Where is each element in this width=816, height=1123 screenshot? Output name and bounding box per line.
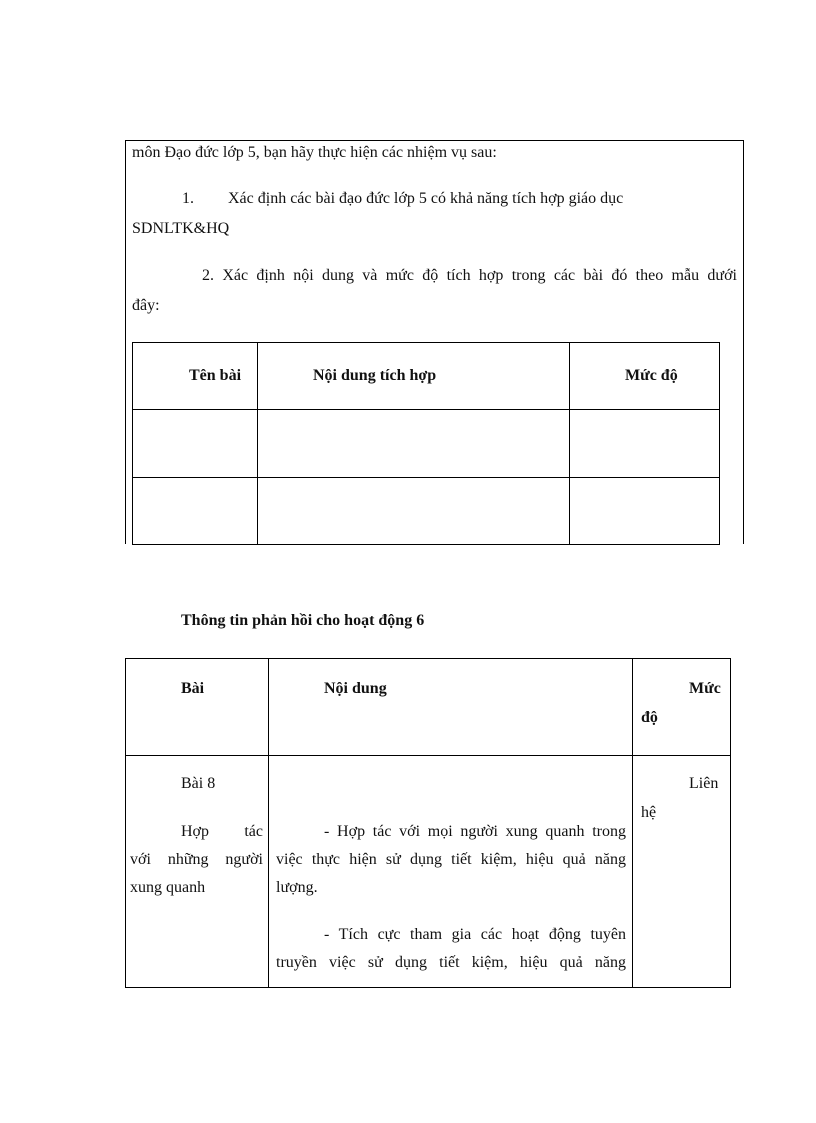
header-cell-ten-bai <box>133 343 258 410</box>
table-cell <box>133 410 258 477</box>
bai-title-line2: với những người <box>130 851 263 868</box>
table-row <box>126 756 731 988</box>
feedback-header-row <box>126 659 731 756</box>
intro-line: môn Đạo đức lớp 5, bạn hãy thực hiện các nhiệm vụ sau: <box>132 144 497 161</box>
table-cell <box>570 410 720 477</box>
bai-number: Bài 8 <box>181 775 216 792</box>
header-bai: Bài <box>181 680 205 697</box>
header-noi-dung-tich-hop: Nội dung tích hợp <box>313 367 437 385</box>
cell-noi-dung <box>269 756 633 988</box>
header-cell-bai <box>126 659 269 756</box>
bai-title-line1: Hợp tác <box>181 823 263 840</box>
noidung-p1-line1: - Hợp tác với mọi người xung quanh trong <box>324 823 626 840</box>
task-box <box>125 140 744 544</box>
table-cell <box>570 477 720 544</box>
header-noi-dung: Nội dung <box>324 680 387 697</box>
noidung-p1-line2: việc thực hiện sử dụng tiết kiệm, hiệu quả năng <box>276 851 626 868</box>
item1-line2: SDNLTK&HQ <box>132 220 230 237</box>
noidung-p2-line1: - Tích cực tham gia các hoạt động tuyên <box>324 926 626 943</box>
item1-line1-text: Xác định các bài đạo đức lớp 5 có khả năng tích hợp giáo dục <box>228 190 624 207</box>
header-muc-do-line2: độ <box>641 709 658 726</box>
header-cell-noi-dung <box>269 659 633 756</box>
header-ten-bai: Tên bài <box>189 367 242 385</box>
noidung-p1-line3: lượng. <box>276 879 318 896</box>
feedback-heading: Thông tin phản hồi cho hoạt động 6 <box>181 612 425 629</box>
feedback-table <box>125 658 731 988</box>
header-muc-do-line1: Mức <box>689 680 721 697</box>
item1-line1 <box>228 189 737 209</box>
item1-number: 1. <box>182 190 194 207</box>
header-cell-noi-dung-tich-hop <box>258 343 570 410</box>
cell-bai-8 <box>126 756 269 988</box>
item2-line1: 2. Xác định nội dung và mức độ tích hợp trong các bài đó theo mẫu dưới <box>202 267 737 284</box>
cell-muc-do <box>633 756 731 988</box>
mucdo-line2: hệ <box>641 804 657 821</box>
mucdo-line1: Liên <box>689 775 719 792</box>
item2-line2: đây: <box>132 297 160 314</box>
template-table-row <box>133 477 720 544</box>
bai-title-line3: xung quanh <box>130 879 206 896</box>
table-cell <box>258 410 570 477</box>
header-cell-muc-do <box>570 343 720 410</box>
table-cell <box>258 477 570 544</box>
template-table-header-row <box>133 343 720 410</box>
header-cell-muc-do <box>633 659 731 756</box>
template-table-row <box>133 410 720 477</box>
template-table <box>132 342 720 545</box>
table-cell <box>133 477 258 544</box>
noidung-p2-line2: truyền việc sử dụng tiết kiệm, hiệu quả năng <box>276 954 626 971</box>
header-muc-do: Mức độ <box>625 367 678 385</box>
